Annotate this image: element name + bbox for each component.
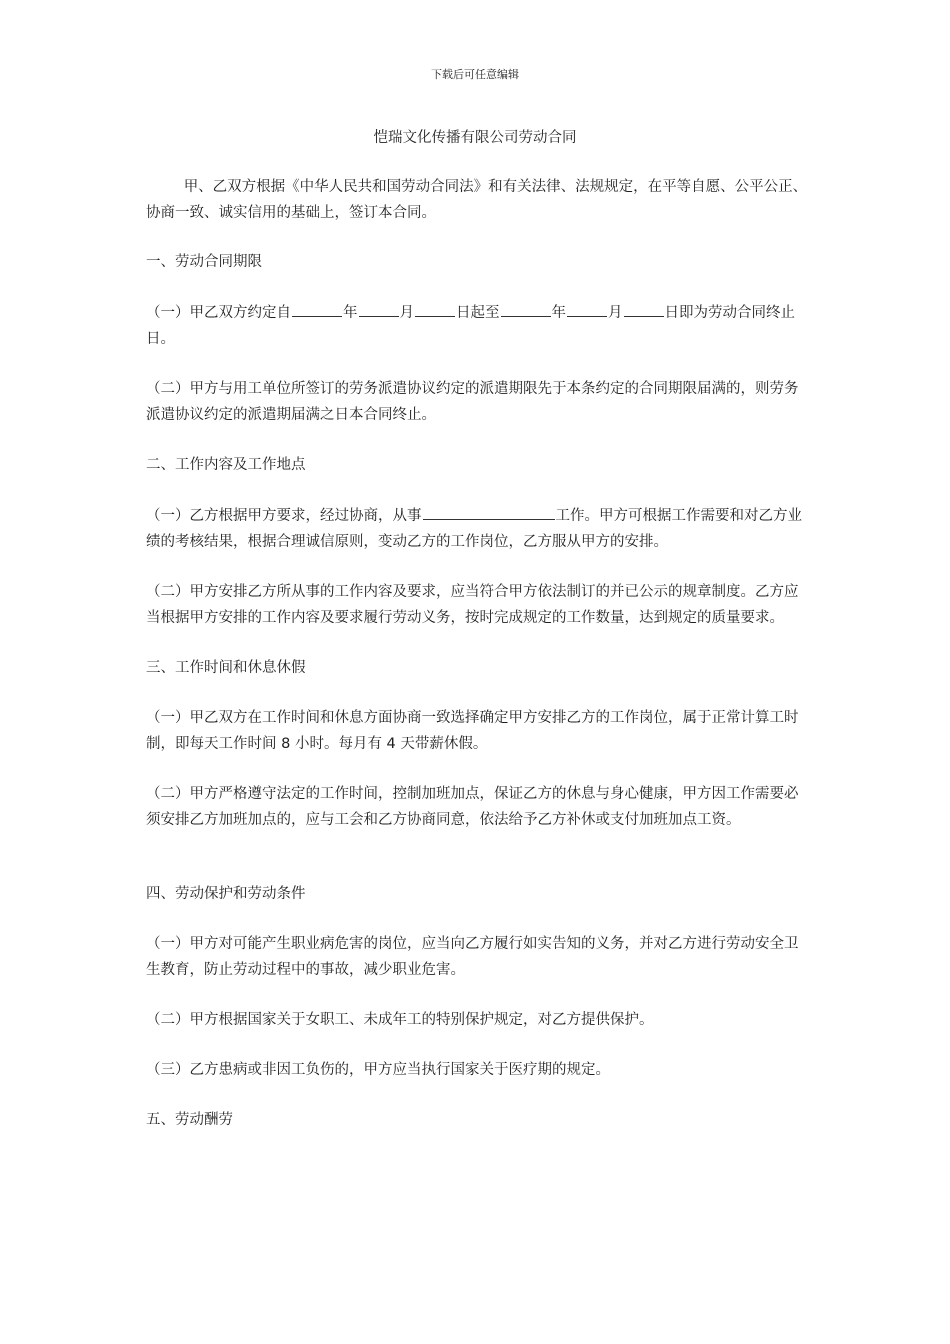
section-2-heading: 二、工作内容及工作地点 bbox=[146, 457, 306, 473]
section-3-clause-1: （一）甲乙双方在工作时间和休息方面协商一致选择确定甲方安排乙方的工作岗位，属于正常计算工时制，即每天工作时间 8 小时。每月有 4 天带薪休假。 bbox=[146, 710, 799, 752]
section-1-clause-1 bbox=[146, 299, 811, 352]
blank-line bbox=[624, 299, 664, 317]
blank-line bbox=[292, 299, 342, 317]
clause-text: 月 bbox=[399, 305, 414, 321]
intro-paragraph: 甲、乙双方根据《中华人民共和国劳动合同法》和有关法律、法规规定，在平等自愿、公平公正、协商一致、诚实信用的基础上，签订本合同。 bbox=[146, 179, 808, 221]
section-2-clause-2: （二）甲方安排乙方所从事的工作内容及要求，应当符合甲方依法制订的并已公示的规章制度。乙方应当根据甲方安排的工作内容及要求履行劳动义务，按时完成规定的工作数量，达到规定的质量要求。 bbox=[146, 584, 799, 626]
clause-text: （一）乙方根据甲方要求，经过协商，从事 bbox=[146, 508, 422, 524]
blank-line bbox=[359, 299, 399, 317]
section-4-clause-2: （二）甲方根据国家关于女职工、未成年工的特别保护规定，对乙方提供保护。 bbox=[146, 1012, 654, 1028]
section-4-clause-3: （三）乙方患病或非因工负伤的，甲方应当执行国家关于医疗期的规定。 bbox=[146, 1062, 610, 1078]
section-4-heading: 四、劳动保护和劳动条件 bbox=[146, 886, 306, 902]
document-title: 恺瑞文化传播有限公司劳动合同 bbox=[373, 130, 577, 146]
section-3-clause-2: （二）甲方严格遵守法定的工作时间，控制加班加点，保证乙方的休息与身心健康，甲方因工作需要必须安排乙方加班加点的，应与工会和乙方协商同意，依法给予乙方补休或支付加班加点工资。 bbox=[146, 786, 799, 828]
blank-line bbox=[423, 502, 555, 520]
section-5-heading: 五、劳动酬劳 bbox=[146, 1112, 233, 1128]
blank-line bbox=[501, 299, 551, 317]
section-4-clause-1: （一）甲方对可能产生职业病危害的岗位，应当向乙方履行如实告知的义务，并对乙方进行劳动安全卫生教育，防止劳动过程中的事故，减少职业危害。 bbox=[146, 936, 799, 978]
section-1-clause-2: （二）甲方与用工单位所签订的劳务派遣协议约定的派遣期限先于本条约定的合同期限届满的，则劳务派遣协议约定的派遣期届满之日本合同终止。 bbox=[146, 381, 799, 423]
clause-text: 日起至 bbox=[456, 305, 500, 321]
blank-line bbox=[415, 299, 455, 317]
clause-text: 年 bbox=[343, 305, 358, 321]
clause-text: 日即为劳动合同终止日。 bbox=[146, 305, 795, 347]
section-2-clause-1 bbox=[146, 502, 811, 555]
blank-line bbox=[567, 299, 607, 317]
section-1-heading: 一、劳动合同期限 bbox=[146, 254, 262, 270]
section-3-heading: 三、工作时间和休息休假 bbox=[146, 660, 306, 676]
clause-text: 工作。甲方可根据工作需要和对乙方业绩的考核结果，根据合理诚信原则，变动乙方的工作岗位，乙方服从甲方的安排。 bbox=[146, 508, 802, 550]
clause-text: 月 bbox=[608, 305, 623, 321]
page-header-note: 下载后可任意编辑 bbox=[431, 68, 519, 81]
document-body bbox=[146, 174, 811, 1133]
clause-text: （一）甲乙双方约定自 bbox=[146, 305, 291, 321]
clause-text: 年 bbox=[551, 305, 566, 321]
